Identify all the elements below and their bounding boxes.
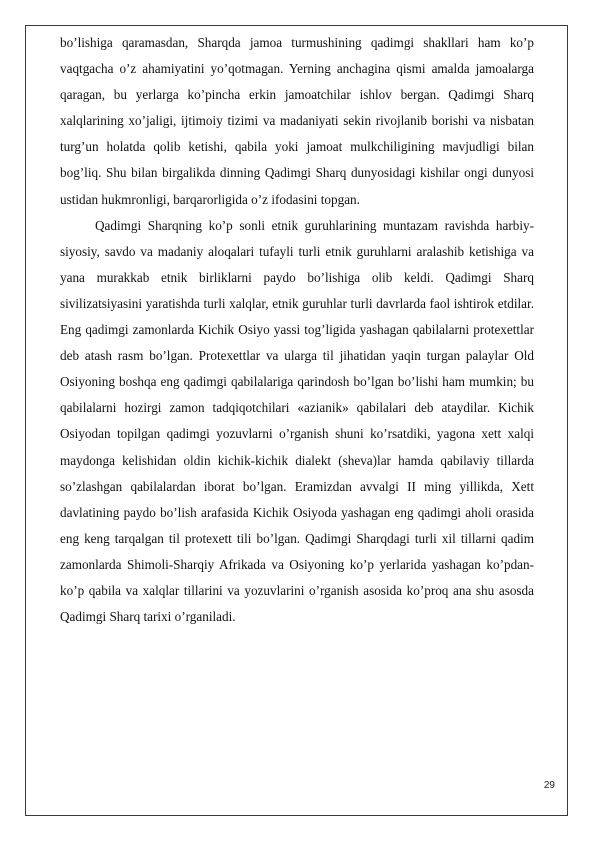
paragraph-1: bo’lishiga qaramasdan, Sharqda jamoa turmushining qadimgi shakllari ham ko’p vaqtgacha o’z ahamiyatini yo’qotmagan. Yerning anchagina qismi amalda jamoalarga qaragan, bu yerlarga ko’pincha erkin jamoatchilar ishlov bergan. Qadimgi Sharq xalqlarining xo’jaligi, ijtimoiy tizimi va madaniyati sekin rivojlanib borishi va nisbatan turg’un holatda qolib ketishi, qabila yoki jamoat mulkchiligining mavjudligi bilan bog’liq. Shu bilan birgalikda dinning Qadimgi Sharq dunyosidagi kishilar ongi dunyosi ustidan hukmronligi, barqarorligida o’z ifodasini topgan. xyxy=(60,35,534,207)
document-body xyxy=(60,30,534,630)
page-number: 29 xyxy=(543,780,555,791)
paragraph-2: Qadimgi Sharqning ko’p sonli etnik guruhlarining muntazam ravishda harbiy-siyosiy, savdo va madaniy aloqalari tufayli turli etnik guruhlarni aralashib ketishiga va yana murakkab etnik birliklarni paydo bo’lishiga olib keldi. Qadimgi Sharq sivilizatsiyasini yaratishda turli xalqlar, etnik guruhlar turli davrlarda faol ishtirok etdilar. Eng qadimgi zamonlarda Kichik Osiyo yassi tog’ligida yashagan qabilalarni protexettlar deb atash rasm bo’lgan. Protexettlar va ularga til jihatidan yaqin turgan palaylar Old Osiyoning boshqa eng qadimgi qabilalariga qarindosh bo’lgan bo’lishi ham mumkin; bu qabilalarni hozirgi zamon tadqiqotchilari «azianik» qabilalari deb ataydilar. Kichik Osiyodan topilgan qadimgi yozuvlarni o’rganish shuni ko’rsatdiki, yagona xett xalqi maydonga kelishidan oldin kichik-kichik dialekt (sheva)lar hamda qabilaviy tillarda so’zlashgan qabilalardan iborat bo’lgan. Eramizdan avvalgi II ming yillikda, Xett davlatining paydo bo’lish arafasida Kichik Osiyoda yashagan eng qadimgi aholi orasida eng keng tarqalgan til protexett tili bo’lgan. Qadimgi Sharqdagi turli xil tillarni qadim zamonlarda Shimoli-Sharqiy Afrikada va Osiyoning ko’p yerlarida yashagan ko’pdan-ko’p qabila va xalqlar tillarini va yozuvlarini o’rganish asosida ko’proq ana shu asosda Qadimgi Sharq tarixi o’rganiladi. xyxy=(60,217,534,625)
